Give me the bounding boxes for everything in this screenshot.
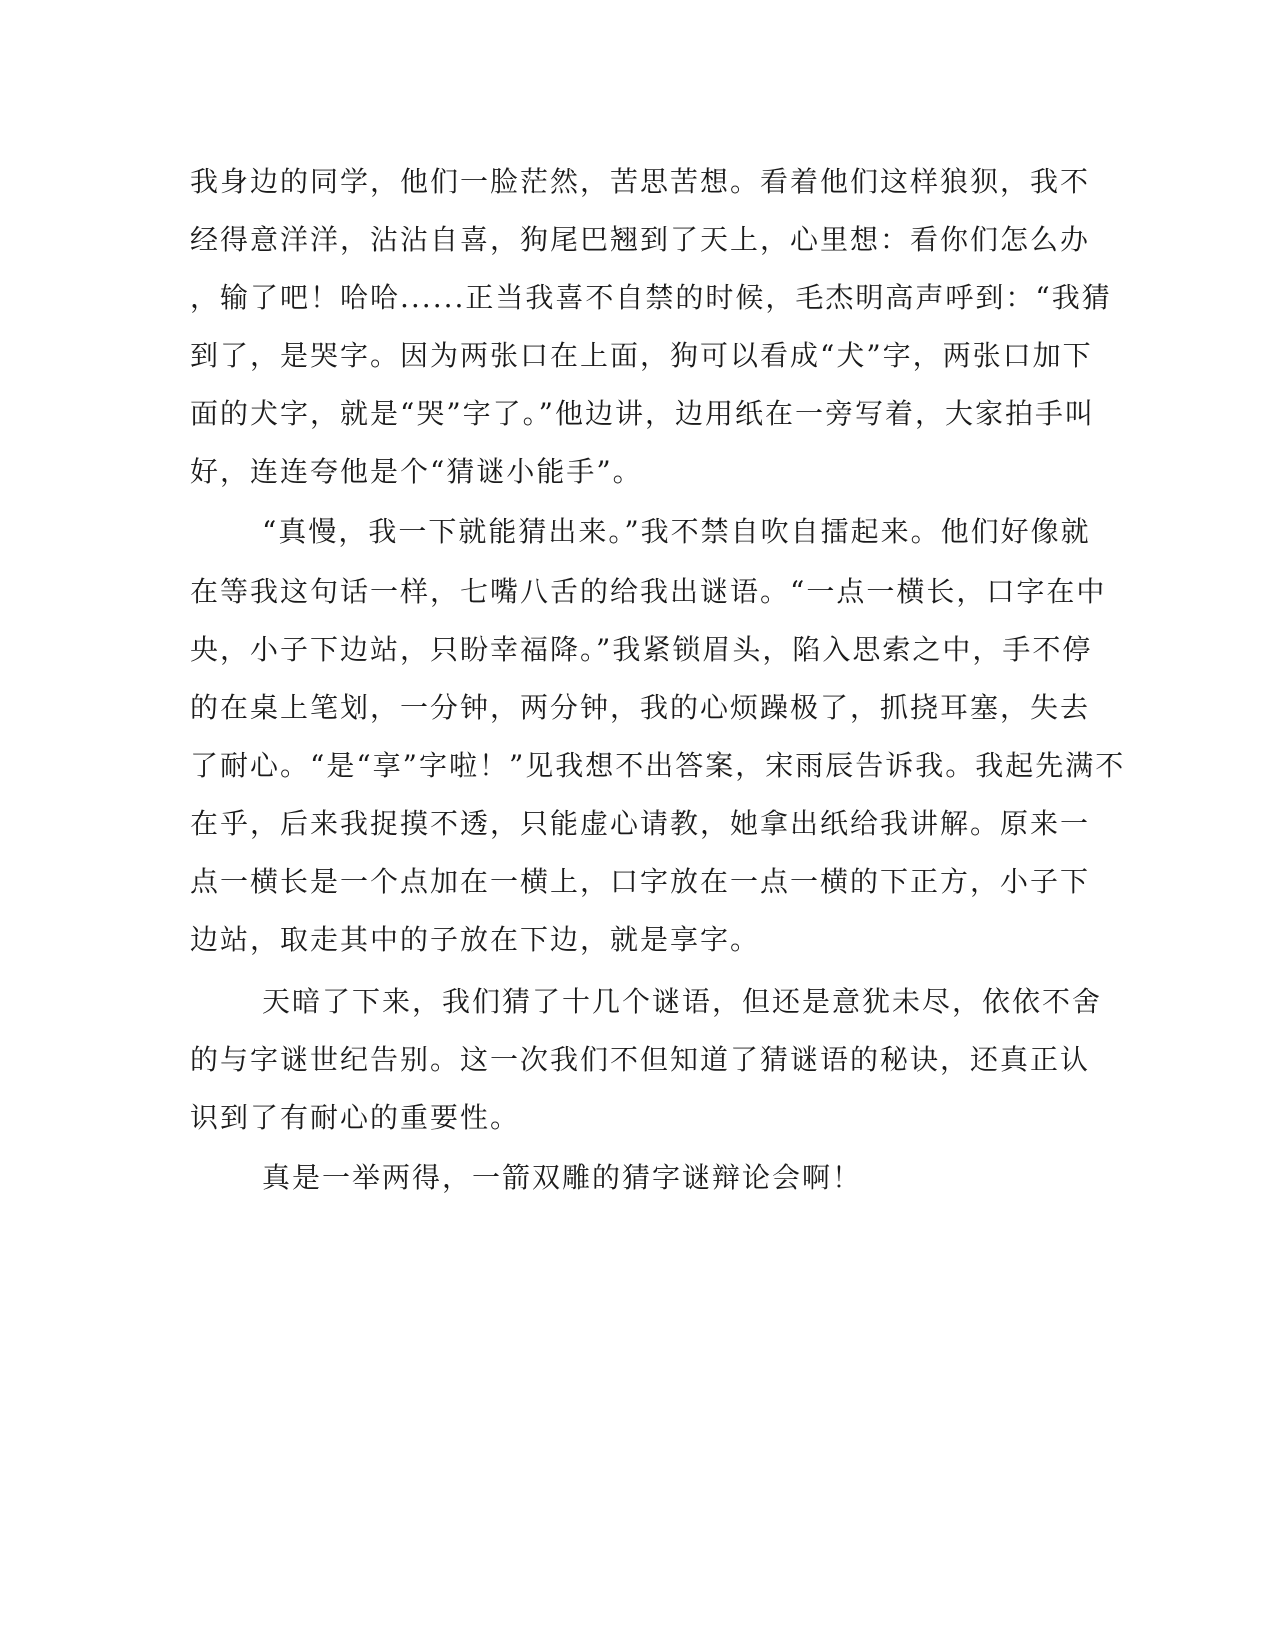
text-line: 央，小子下边站，只盼幸福降。”我紧锁眉头，陷入思索之中，手不停 [190,633,1093,666]
text-line: 在乎，后来我捉摸不透，只能虚心请教，她拿出纸给我讲解。原来一 [190,807,1091,840]
text-line: ，输了吧！哈哈......正当我喜不自禁的时候，毛杰明高声呼到：“我猜 [190,281,1112,314]
paragraph-first-line: “真慢，我一下就能猜出来。”我不禁自吹自擂起来。他们好像就 [262,515,1091,548]
text-line: 在等我这句话一样，七嘴八舌的给我出谜语。“一点一横长，口字在中 [190,575,1107,608]
text-line: 好，连连夸他是个“猜谜小能手”。 [190,455,643,488]
paragraph-first-line: 真是一举两得，一箭双雕的猜字谜辩论会啊！ [262,1161,863,1194]
paragraph-first-line: 天暗了下来，我们猜了十几个谜语，但还是意犹未尽，依依不舍 [262,985,1103,1018]
text-line: 边站，取走其中的子放在下边，就是享字。 [190,923,761,956]
text-line: 的在桌上笔划，一分钟，两分钟，我的心烦躁极了，抓挠耳塞，失去 [190,691,1091,724]
text-line: 我身边的同学，他们一脸茫然，苦思苦想。看着他们这样狼狈，我不 [190,165,1091,198]
text-line: 了耐心。“是“享”字啦！”见我想不出答案，宋雨辰告诉我。我起先满不 [190,749,1126,782]
text-line: 识到了有耐心的重要性。 [190,1101,521,1134]
text-line: 点一横长是一个点加在一横上，口字放在一点一横的下正方，小子下 [190,865,1091,898]
text-line: 面的犬字，就是“哭”字了。”他边讲，边用纸在一旁写着，大家拍手叫 [190,397,1095,430]
text-line: 的与字谜世纪告别。这一次我们不但知道了猜谜语的秘诀，还真正认 [190,1043,1091,1076]
text-line: 经得意洋洋，沾沾自喜，狗尾巴翘到了天上，心里想：看你们怎么办 [190,223,1091,256]
text-line: 到了，是哭字。因为两张口在上面，狗可以看成“犬”字，两张口加下 [190,339,1093,372]
